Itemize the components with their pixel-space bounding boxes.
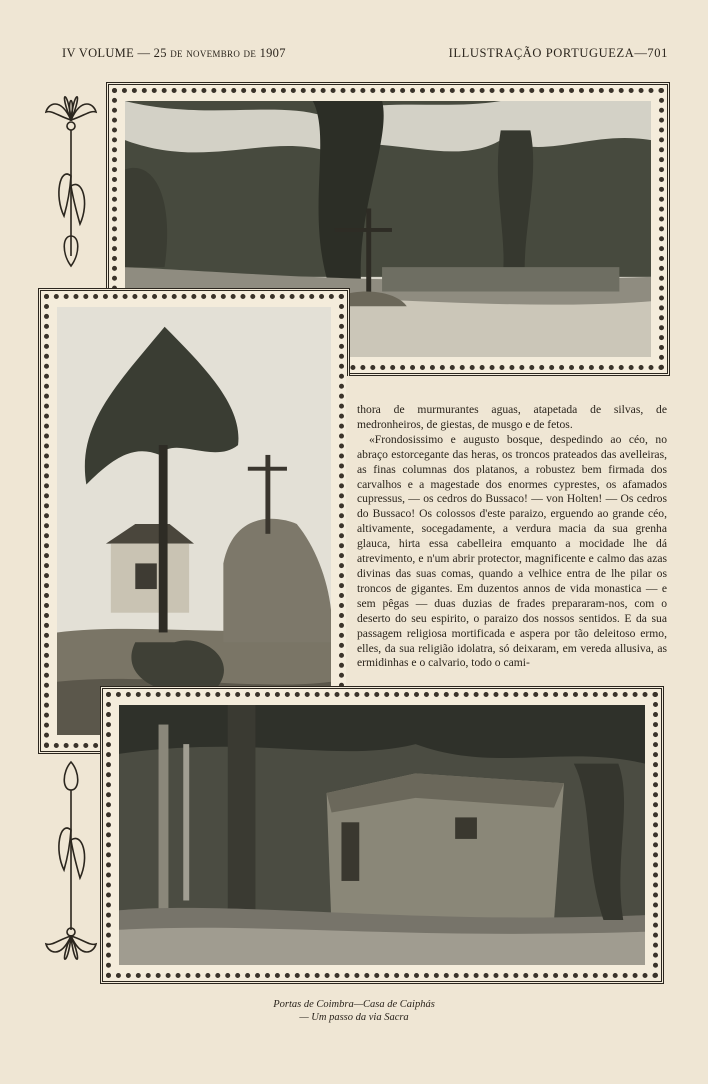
photo-frame-middle [38,288,350,754]
article-paragraph-2: «Frondosissimo e augusto bosque, despedindo ao céo, no abraço estorcegante das heras, os troncos prateados das avelleiras, as finas columnas dos platanos, a robustez bem firmada dos carvalhos e a magestade dos enormes cyprestes, os afamados cupressus, — os cedros do Bussaco! — von Holten! — Os cedros do Bussaco! Os colossos d'este paraizo, erguendo ao grande céo, altivamente, socegadamente, a verdura macia da sua grenha glauca, hirta essa cabelleira emquanto a mocidade lhe dá atrevimento, e n'um abrir protector, magnificente e calmo das azas divinas das suas comas, quando a velhice entra de lhe pilar os troncos de gigantes. Em duzentos annos de vida monastica — e sem pêgas — duas duzias de frades prepararam-nos, com o deserto do seu espirito, o paraizo dos nossos sentidos. E da sua passagem religiosa mortificada e aspera por tão deleitoso ermo, elles, da sua religião idolatra, só deixaram, em vereda allusiva, as ermidinhas e o calvario, todo o cami- [357,432,667,670]
photo-caption-line-2: — Um passo da via Sacra [299,1012,409,1023]
article-paragraph-1: thora de murmurantes aguas, atapetada de silvas, de medronheiros, de giestas, de musgo e de fetos. [357,403,667,431]
photo-casa-de-caiphas [57,307,331,735]
flower-ornament-top [40,86,102,286]
photo-frame-bottom [100,686,664,984]
flower-ornament-bottom [40,760,102,970]
article-body [357,403,667,671]
photo-caption-line-1: Portas de Coimbra—Casa de Caiphás [273,999,435,1010]
running-header-left: IV VOLUME — 25 de novembro de 1907 [62,46,286,60]
running-header-right: ILLUSTRAÇÃO PORTUGUEZA—701 [448,46,668,60]
photo-passo-da-via-sacra [119,705,645,965]
